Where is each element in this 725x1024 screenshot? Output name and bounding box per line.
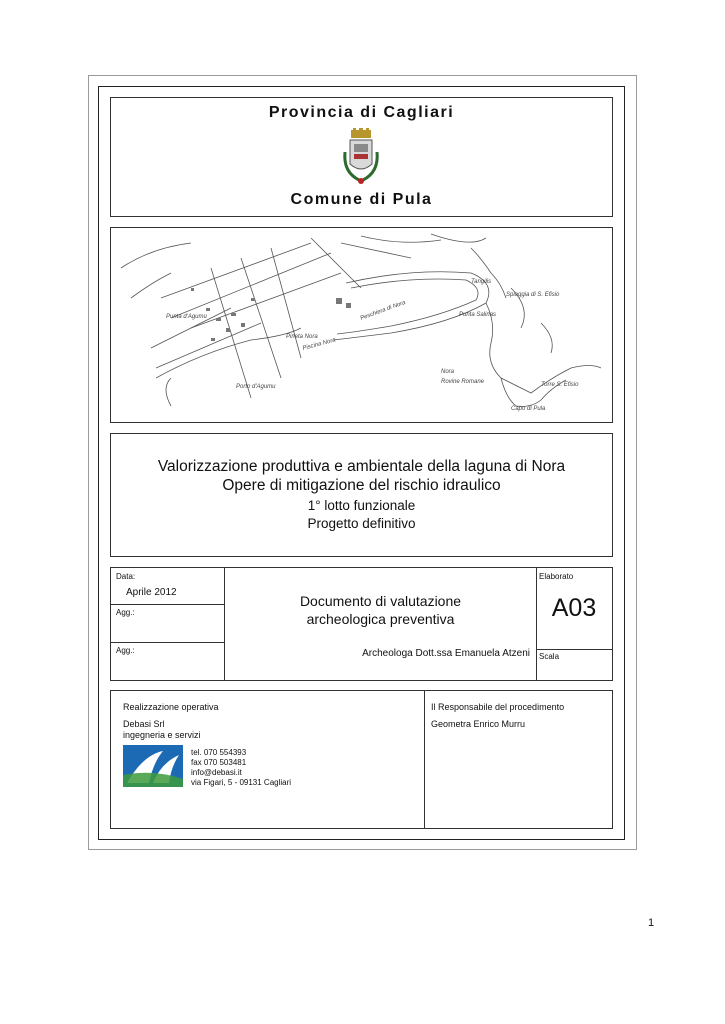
map-label: Pineta Nora (286, 334, 318, 340)
footer-box (110, 690, 613, 829)
company-name: Debasi Srl (123, 719, 165, 729)
site-map (111, 228, 612, 422)
company-email: info@debasi.it (191, 768, 242, 777)
scala-label: Scala (539, 652, 560, 661)
province-title: Provincia di Cagliari (268, 104, 455, 121)
map-label: Capo di Pula (511, 406, 546, 412)
map-label: Tangilis (471, 279, 492, 285)
info-hline-2 (111, 642, 225, 643)
map-label: Rovine Romane (441, 379, 485, 385)
author: Archeologa Dott.ssa Emanuela Atzeni (362, 648, 530, 659)
map-label: Nora (441, 369, 455, 375)
company-address: via Figari, 5 - 09131 Cagliari (191, 778, 292, 787)
project-phase: Progetto definitivo (307, 516, 416, 531)
header-box (110, 97, 613, 217)
info-table (110, 567, 613, 681)
company-tel: tel. 070 554393 (191, 748, 247, 757)
elaborato-value: A03 (551, 594, 597, 622)
document-title-2: archeologica preventiva (306, 611, 455, 627)
project-box (110, 433, 613, 557)
info-hline-3 (536, 649, 612, 650)
map-label: Peschiera di Nora (359, 299, 407, 322)
project-title: Valorizzazione produttiva e ambientale della laguna di Nora (157, 458, 566, 475)
agg-label-1: Agg.: (116, 608, 135, 617)
document-title-1: Documento di valutazione (299, 593, 462, 609)
agg-label-2: Agg.: (116, 646, 135, 655)
map-label: Torre S. Efisio (541, 382, 579, 388)
comune-title: Comune di Pula (290, 191, 433, 208)
map-label: Punta Salinas (459, 312, 497, 318)
map-box (110, 227, 613, 423)
coat-of-arms-logo (339, 128, 383, 188)
project-lot: 1° lotto funzionale (307, 498, 416, 513)
info-hline-1 (111, 604, 225, 605)
project-subtitle: Opere di mitigazione del rischio idraulico (222, 477, 501, 494)
map-label: Porto d'Agumu (236, 384, 276, 390)
responsabile-label: Il Responsabile del procedimento (431, 702, 565, 712)
company-desc: ingegneria e servizi (123, 730, 201, 740)
map-label: Spiaggia di S. Efisio (506, 292, 560, 298)
realizzazione-label: Realizzazione operativa (123, 702, 219, 712)
elaborato-label: Elaborato (539, 572, 574, 581)
info-divider-right (536, 568, 537, 680)
data-value: Aprile 2012 (126, 587, 177, 598)
company-fax: fax 070 503481 (191, 758, 247, 767)
footer-divider (424, 691, 425, 828)
responsabile-name: Geometra Enrico Murru (431, 719, 526, 729)
data-label: Data: (116, 572, 136, 581)
page-number: 1 (648, 917, 655, 929)
map-label: Piscina Nora (301, 337, 337, 352)
company-logo (123, 745, 183, 787)
map-label: Punta d'Agumu (166, 314, 207, 320)
